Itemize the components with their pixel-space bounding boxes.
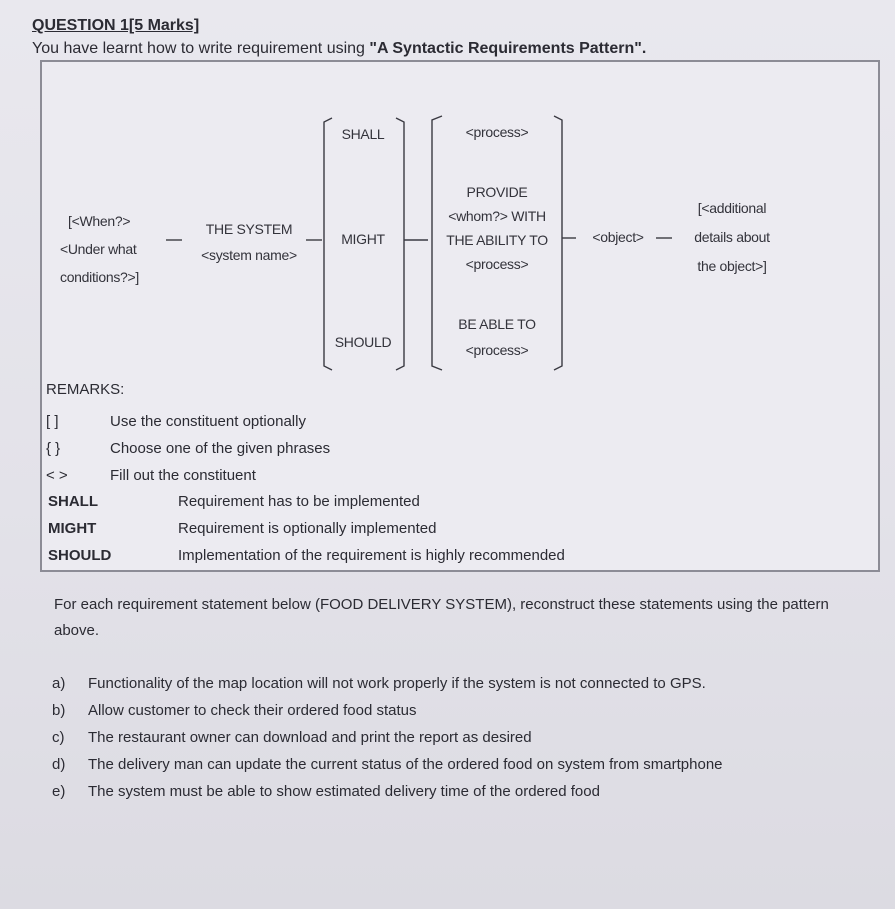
keyword-should: SHOULD	[48, 547, 112, 564]
keyword-row	[48, 542, 748, 569]
keyword-text: Implementation of the requirement is highly recommended	[178, 547, 565, 564]
list-item	[52, 671, 862, 696]
item-letter: c)	[52, 729, 65, 746]
item-text: The restaurant owner can download and print the report as desired	[88, 729, 532, 746]
be-able-option	[436, 311, 558, 363]
question-title: QUESTION 1[5 Marks]	[32, 17, 200, 34]
keyword-might: MIGHT	[48, 520, 97, 537]
system-constituent	[190, 216, 308, 268]
list-item	[52, 752, 862, 777]
keyword-row	[48, 488, 748, 515]
modal-might: MIGHT	[341, 231, 385, 247]
system-keyword: THE SYSTEM	[205, 221, 293, 237]
modal-shall: SHALL	[341, 126, 385, 142]
remarks-symbols	[46, 408, 446, 489]
when-line-3: conditions?>]	[60, 269, 139, 285]
provide-line-1: PROVIDE	[466, 184, 528, 200]
process-top: <process>	[465, 124, 529, 140]
list-item	[52, 725, 862, 750]
remarks-heading: REMARKS:	[46, 381, 125, 398]
keyword-row	[48, 515, 748, 542]
item-text: Functionality of the map location will not work properly if the system is not connected to GPS.	[88, 675, 706, 692]
item-letter: e)	[52, 783, 66, 800]
remark-row	[46, 408, 446, 435]
remark-row	[46, 462, 446, 489]
system-name: <system name>	[201, 247, 297, 263]
be-able-line-2: <process>	[465, 342, 529, 358]
task-instruction: For each requirement statement below (FOOD DELIVERY SYSTEM), reconstruct these statements using the pattern above.	[54, 596, 829, 639]
provide-option	[436, 180, 558, 276]
when-line-1: [<When?>	[68, 213, 131, 229]
remark-symbol: < >	[46, 467, 68, 484]
intro-pattern-name: "A Syntactic Requirements Pattern".	[369, 40, 647, 57]
additional-line-2: details about	[694, 229, 770, 245]
modal-should: SHOULD	[334, 334, 392, 350]
item-text: Allow customer to check their ordered food status	[88, 702, 417, 719]
object-constituent: <object>	[592, 229, 644, 245]
item-letter: b)	[52, 702, 66, 719]
requirement-list	[52, 671, 862, 806]
item-letter: d)	[52, 756, 66, 773]
remark-text: Use the constituent optionally	[110, 413, 306, 430]
list-item	[52, 698, 862, 723]
provide-line-4: <process>	[465, 256, 529, 272]
remark-symbol: [ ]	[46, 413, 59, 430]
be-able-line-1: BE ABLE TO	[458, 316, 536, 332]
provide-line-2: <whom?> WITH	[448, 208, 546, 224]
remark-row	[46, 435, 446, 462]
remark-text: Fill out the constituent	[110, 467, 256, 484]
keyword-text: Requirement has to be implemented	[178, 493, 420, 510]
additional-line-3: the object>]	[697, 258, 767, 274]
list-item	[52, 779, 862, 804]
when-constituent	[60, 207, 170, 291]
remark-symbol: { }	[46, 440, 61, 457]
provide-line-3: THE ABILITY TO	[446, 232, 548, 248]
item-text: The system must be able to show estimated delivery time of the ordered food	[88, 783, 600, 800]
additional-line-1: [<additional	[697, 200, 767, 216]
intro-text: You have learnt how to write requirement using	[32, 40, 370, 57]
remarks-keywords	[48, 488, 748, 569]
additional-constituent	[672, 194, 792, 281]
when-line-2: <Under what	[60, 241, 137, 257]
item-letter: a)	[52, 675, 66, 692]
item-text: The delivery man can update the current status of the ordered food on system from smartphone	[88, 756, 723, 773]
keyword-shall: SHALL	[48, 493, 98, 510]
keyword-text: Requirement is optionally implemented	[178, 520, 437, 537]
remark-text: Choose one of the given phrases	[110, 440, 331, 457]
